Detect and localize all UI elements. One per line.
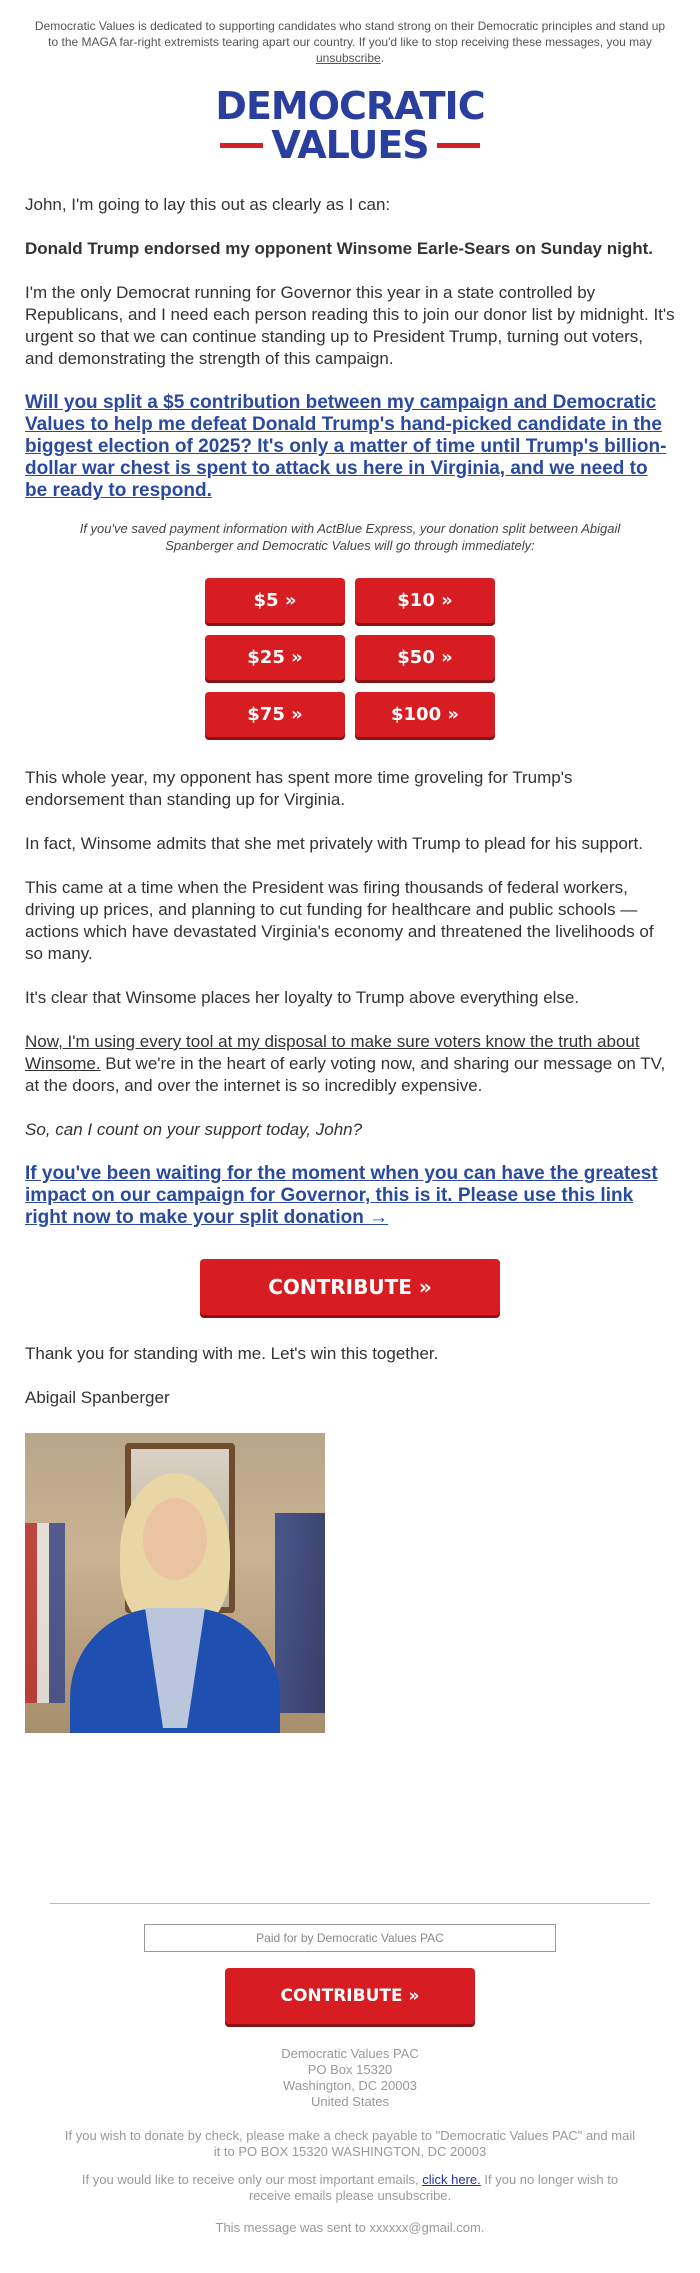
logo-word-values: VALUES [271,123,429,167]
photo-flag-left [25,1523,65,1703]
paragraph-4: This came at a time when the President was firing thousands of federal workers, driving up prices, and planning to cut funding for healthcare and public schools — actions which have devastated Virginia's economy and threatened the livelihoods of so many. [25,878,654,963]
prefs-after: If you no longer wish to receive emails please unsubscribe. [248,2172,619,2203]
preheader [0,0,700,66]
paragraph-1: I'm the only Democrat running for Governor this year in a state controlled by Republicans, and I need each person reading this to join our donor list by midnight. It's urgent so that we can continue standing up to President Trump, turning out voters, and demonstrating the strength of this campaign. [25,283,675,368]
paragraph-3: In fact, Winsome admits that she met privately with Trump to plead for his support. [25,834,643,853]
paragraph-5: It's clear that Winsome places her loyalty to Trump above everything else. [25,988,580,1007]
contribute-button[interactable]: CONTRIBUTE » [200,1259,500,1315]
preheader-end: . [380,51,385,65]
greeting: John, I'm going to lay this out as clearly as I can: [25,195,391,214]
logo-bar-left [220,143,263,148]
paragraph-6-rest: But we're in the heart of early voting now, and sharing our message on TV, at the doors, and over the internet is so incredibly expensive. [25,1054,666,1095]
address-line-2: PO Box 15320 [307,2062,393,2077]
paid-for-box: Paid for by Democratic Values PAC [144,1924,556,1952]
paragraph-6 [25,1031,675,1097]
headline: Donald Trump endorsed my opponent Winsome Earle-Sears on Sunday night. [25,239,653,258]
footer-divider [50,1903,650,1904]
unsubscribe-link[interactable]: unsubscribe [315,51,381,65]
paragraph-6-underlined: Now, I'm using every tool at my disposal to make sure voters know the truth about Winsome. [25,1032,640,1073]
ask-link[interactable]: Will you split a $5 contribution between my campaign and Democratic Values to help me defeat Donald Trump's hand-picked candidate in the biggest election of 2025? It's only a matter of time until Trump's billion-dollar war chest is spent to attack us here in Virginia, and we need to be ready to respond. [25,392,667,501]
address-line-3: Washington, DC 20003 [283,2078,417,2093]
check-donation-note: If you wish to donate by check, please make a check payable to "Democratic Values PAC" and mail it to PO BOX 15320 WASHINGTON, DC 20003 [64,2128,636,2159]
paragraph-2: This whole year, my opponent has spent more time groveling for Trump's endorsement than standing up for Virginia. [25,768,573,809]
email-body [0,194,700,1733]
donate-5-button[interactable]: $5 » [205,578,345,623]
candidate-photo [25,1433,325,1733]
donate-50-button[interactable]: $50 » [355,635,495,680]
split-donation-link[interactable]: If you've been waiting for the moment when you can have the greatest impact on our campaign for Governor, this is it. Please use this link right now to make your split donation → [25,1163,658,1228]
sent-to-note: This message was sent to xxxxxx@gmail.com. [215,2220,485,2235]
donate-25-button[interactable]: $25 » [205,635,345,680]
donate-100-button[interactable]: $100 » [355,692,495,737]
actblue-express-note: If you've saved payment information with ActBlue Express, your donation split between Abigail Spanberger and Democratic Values will go through immediately: [79,521,621,553]
important-emails-link[interactable]: click here. [422,2172,481,2187]
prefs-before: If you would like to receive only our most important emails, [81,2172,423,2187]
address-line-1: Democratic Values PAC [281,2046,419,2061]
photo-flag-right [275,1513,325,1713]
footer-address [0,2046,700,2110]
thanks: Thank you for standing with me. Let's win this together. [25,1344,439,1363]
address-line-4: United States [310,2094,390,2109]
logo-line-1 [215,84,485,128]
logo-bar-right [437,143,480,148]
democratic-values-logo[interactable] [215,84,485,167]
preheader-text: Democratic Values is dedicated to supporting candidates who stand strong on their Democratic principles and stand up to the MAGA far-right extremists tearing apart our country. If you'd like to stop receiving these messages, you may [34,19,666,49]
signature: Abigail Spanberger [25,1388,170,1407]
logo-line-2 [220,123,480,167]
photo-face [143,1498,207,1580]
footer-contribute-button[interactable]: CONTRIBUTE » [225,1968,475,2024]
donation-amount-grid [205,578,495,737]
donate-10-button[interactable]: $10 » [355,578,495,623]
paragraph-7: So, can I count on your support today, John? [25,1120,363,1139]
email-preferences [0,2172,700,2204]
logo-word-democratic: DEMOCRATIC [215,84,485,128]
donate-75-button[interactable]: $75 » [205,692,345,737]
